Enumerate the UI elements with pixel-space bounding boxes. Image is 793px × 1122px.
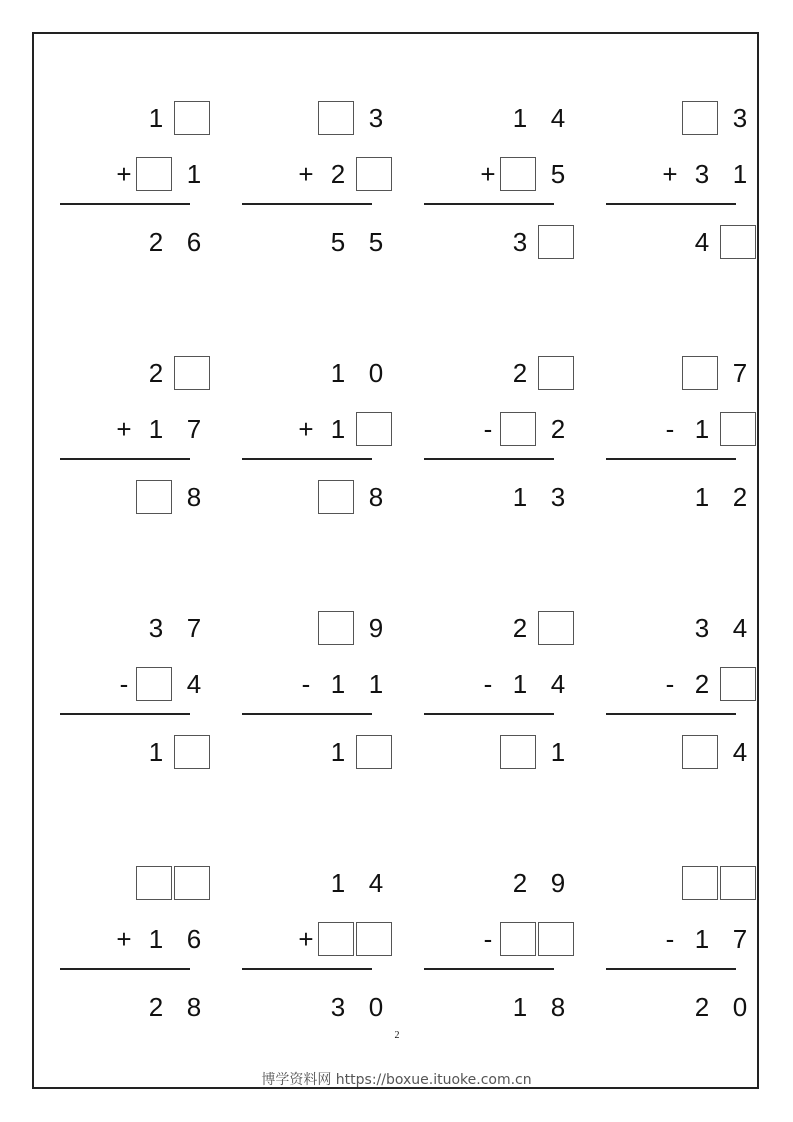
answer-box[interactable] <box>682 101 718 135</box>
answer-box[interactable] <box>682 735 718 769</box>
digit: 1 <box>186 159 202 189</box>
answer-box[interactable] <box>136 866 172 900</box>
second-number <box>242 411 372 449</box>
operator-sign: - <box>483 924 493 954</box>
top-number <box>60 355 190 393</box>
operator-sign: - <box>483 669 493 699</box>
answer-box[interactable] <box>356 412 392 446</box>
top-number <box>606 355 748 393</box>
digit: 1 <box>330 358 346 388</box>
digit: 1 <box>550 737 566 767</box>
answer-box[interactable] <box>318 922 354 956</box>
sum-line <box>242 713 372 715</box>
answer-box[interactable] <box>500 922 536 956</box>
digit: 2 <box>512 613 528 643</box>
sum-line <box>242 203 372 205</box>
digit: 9 <box>550 868 566 898</box>
result-number <box>606 734 748 772</box>
operator-sign: + <box>116 924 132 954</box>
answer-box[interactable] <box>136 157 172 191</box>
result-number <box>242 989 384 1027</box>
second-number <box>606 411 736 449</box>
digit: 8 <box>186 482 202 512</box>
result-number <box>242 479 384 517</box>
operator-sign: - <box>301 669 311 699</box>
digit: 4 <box>732 737 748 767</box>
answer-box[interactable] <box>538 611 574 645</box>
operator-sign: + <box>116 159 132 189</box>
digit: 8 <box>186 992 202 1022</box>
result-number <box>424 224 554 262</box>
second-number <box>424 411 566 449</box>
digit: 7 <box>186 613 202 643</box>
digit: 3 <box>368 103 384 133</box>
digit: 6 <box>186 924 202 954</box>
digit: 2 <box>732 482 748 512</box>
problem-3 <box>424 100 566 257</box>
problem-7 <box>424 355 566 512</box>
digit: 1 <box>368 669 384 699</box>
second-number <box>242 666 384 704</box>
result-number <box>606 989 748 1027</box>
digit: 2 <box>550 414 566 444</box>
sum-line <box>242 968 372 970</box>
problem-14 <box>242 865 384 1022</box>
answer-box[interactable] <box>174 356 210 390</box>
digit: 1 <box>148 924 164 954</box>
answer-box[interactable] <box>682 356 718 390</box>
digit: 5 <box>368 227 384 257</box>
digit: 2 <box>148 358 164 388</box>
sum-line <box>60 458 190 460</box>
result-number <box>424 989 566 1027</box>
sum-line <box>424 458 554 460</box>
problem-2 <box>242 100 384 257</box>
digit: 2 <box>694 669 710 699</box>
digit: 4 <box>694 227 710 257</box>
operator-sign: + <box>298 924 314 954</box>
problem-16 <box>606 865 748 1022</box>
operator-sign: + <box>298 159 314 189</box>
digit: 3 <box>512 227 528 257</box>
top-number <box>242 100 384 138</box>
top-number <box>606 100 748 138</box>
page-number: 2 <box>394 1030 400 1041</box>
sum-line <box>424 713 554 715</box>
digit: 3 <box>694 613 710 643</box>
digit: 2 <box>148 992 164 1022</box>
digit: 3 <box>148 613 164 643</box>
second-number <box>424 666 566 704</box>
answer-box[interactable] <box>538 922 574 956</box>
digit: 1 <box>512 992 528 1022</box>
answer-box[interactable] <box>720 412 756 446</box>
digit: 1 <box>694 482 710 512</box>
problem-11 <box>424 610 566 767</box>
problem-10 <box>242 610 384 767</box>
operator-sign: + <box>662 159 678 189</box>
result-number <box>606 224 736 262</box>
result-number <box>606 479 748 517</box>
answer-box[interactable] <box>356 922 392 956</box>
digit: 2 <box>330 159 346 189</box>
answer-box[interactable] <box>720 667 756 701</box>
second-number <box>60 666 202 704</box>
digit: 1 <box>732 159 748 189</box>
top-number <box>60 865 190 903</box>
answer-box[interactable] <box>720 225 756 259</box>
second-number <box>242 156 372 194</box>
digit: 2 <box>148 227 164 257</box>
second-number <box>424 156 566 194</box>
digit: 7 <box>732 924 748 954</box>
digit: 3 <box>550 482 566 512</box>
digit: 6 <box>186 227 202 257</box>
sum-line <box>424 968 554 970</box>
operator-sign: + <box>480 159 496 189</box>
answer-box[interactable] <box>356 157 392 191</box>
digit: 1 <box>694 924 710 954</box>
problem-6 <box>242 355 384 512</box>
answer-box[interactable] <box>538 356 574 390</box>
result-number <box>60 479 202 517</box>
digit: 0 <box>368 358 384 388</box>
answer-box[interactable] <box>136 667 172 701</box>
answer-box[interactable] <box>682 866 718 900</box>
result-number <box>424 734 566 772</box>
digit: 2 <box>512 358 528 388</box>
answer-box[interactable] <box>500 735 536 769</box>
answer-box[interactable] <box>174 866 210 900</box>
digit: 7 <box>186 414 202 444</box>
second-number <box>606 156 748 194</box>
digit: 2 <box>694 992 710 1022</box>
sum-line <box>242 458 372 460</box>
operator-sign: - <box>119 669 129 699</box>
footer-watermark: 博学资料网 https://boxue.ituoke.com.cn <box>261 1072 532 1088</box>
digit: 5 <box>550 159 566 189</box>
digit: 1 <box>512 103 528 133</box>
operator-sign: - <box>665 924 675 954</box>
answer-box[interactable] <box>356 735 392 769</box>
digit: 0 <box>368 992 384 1022</box>
top-number <box>424 100 566 138</box>
answer-box[interactable] <box>720 866 756 900</box>
problem-15 <box>424 865 566 1022</box>
top-number <box>60 610 202 648</box>
sum-line <box>606 713 736 715</box>
problem-9 <box>60 610 202 767</box>
digit: 8 <box>550 992 566 1022</box>
sum-line <box>606 203 736 205</box>
digit: 4 <box>368 868 384 898</box>
answer-box[interactable] <box>318 611 354 645</box>
digit: 0 <box>732 992 748 1022</box>
top-number <box>606 865 736 903</box>
sum-line <box>60 968 190 970</box>
operator-sign: - <box>483 414 493 444</box>
result-number <box>60 224 202 262</box>
digit: 2 <box>512 868 528 898</box>
digit: 8 <box>368 482 384 512</box>
operator-sign: - <box>665 414 675 444</box>
top-number <box>60 100 190 138</box>
digit: 1 <box>330 414 346 444</box>
digit: 4 <box>550 669 566 699</box>
second-number <box>60 921 202 959</box>
digit: 4 <box>550 103 566 133</box>
top-number <box>424 610 554 648</box>
second-number <box>606 921 748 959</box>
result-number <box>60 734 190 772</box>
result-number <box>424 479 566 517</box>
top-number <box>606 610 748 648</box>
top-number <box>242 865 384 903</box>
digit: 4 <box>732 613 748 643</box>
digit: 1 <box>148 414 164 444</box>
second-number <box>60 156 202 194</box>
digit: 3 <box>694 159 710 189</box>
digit: 1 <box>330 868 346 898</box>
digit: 1 <box>148 103 164 133</box>
top-number <box>242 610 384 648</box>
result-number <box>60 989 202 1027</box>
digit: 3 <box>330 992 346 1022</box>
digit: 5 <box>330 227 346 257</box>
second-number <box>242 921 372 959</box>
digit: 1 <box>512 482 528 512</box>
top-number <box>424 865 566 903</box>
second-number <box>424 921 554 959</box>
answer-box[interactable] <box>500 157 536 191</box>
sum-line <box>606 968 736 970</box>
digit: 7 <box>732 358 748 388</box>
problem-13 <box>60 865 202 1022</box>
operator-sign: - <box>665 669 675 699</box>
operator-sign: + <box>116 414 132 444</box>
answer-box[interactable] <box>174 101 210 135</box>
digit: 3 <box>732 103 748 133</box>
second-number <box>60 411 202 449</box>
digit: 1 <box>512 669 528 699</box>
answer-box[interactable] <box>318 101 354 135</box>
result-number <box>242 734 372 772</box>
top-number <box>242 355 384 393</box>
sum-line <box>60 203 190 205</box>
problem-4 <box>606 100 748 257</box>
sum-line <box>60 713 190 715</box>
operator-sign: + <box>298 414 314 444</box>
sum-line <box>606 458 736 460</box>
answer-box[interactable] <box>136 480 172 514</box>
digit: 1 <box>148 737 164 767</box>
second-number <box>606 666 736 704</box>
digit: 1 <box>330 737 346 767</box>
problem-1 <box>60 100 202 257</box>
digit: 1 <box>330 669 346 699</box>
sum-line <box>424 203 554 205</box>
answer-box[interactable] <box>538 225 574 259</box>
digit: 4 <box>186 669 202 699</box>
result-number <box>242 224 384 262</box>
problem-8 <box>606 355 748 512</box>
problem-5 <box>60 355 202 512</box>
problem-12 <box>606 610 748 767</box>
answer-box[interactable] <box>500 412 536 446</box>
answer-box[interactable] <box>318 480 354 514</box>
answer-box[interactable] <box>174 735 210 769</box>
top-number <box>424 355 554 393</box>
digit: 1 <box>694 414 710 444</box>
digit: 9 <box>368 613 384 643</box>
